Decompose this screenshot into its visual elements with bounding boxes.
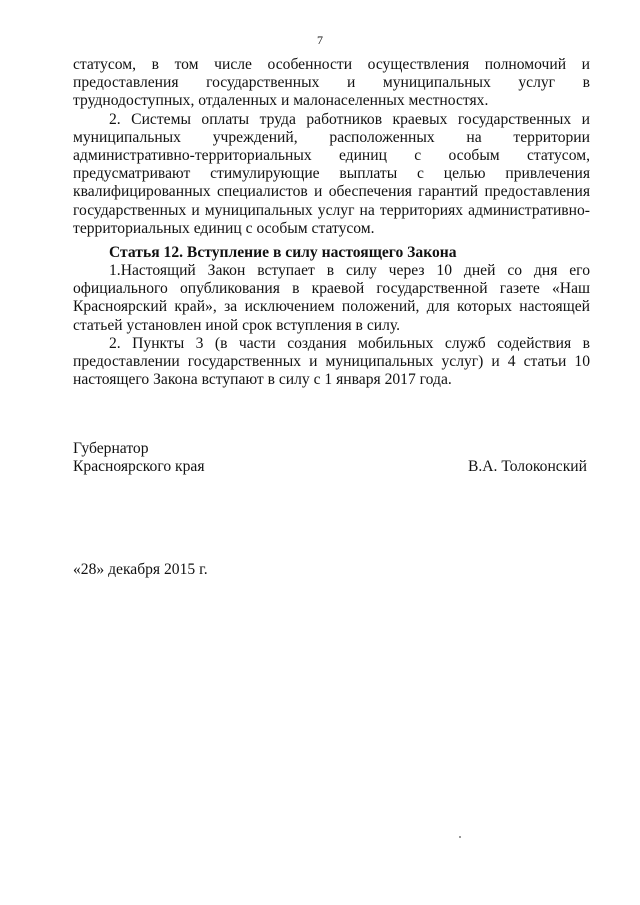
article-text-block [73, 262, 590, 389]
page-number: 7 [317, 33, 323, 47]
article-paragraph-1: 1.Настоящий Закон вступает в силу через 10 дней со дня его официального опубликования в краевой государственной газете «Наш Красноярский край», за исключением положений, для которых настоящей статьей установлен иной срок вступления в силу. [73, 262, 590, 334]
paragraph-item-2: 2. Системы оплаты труда работников краевых государственных и муниципальных учреждений, расположенных на территории административно-территориальных единиц с особым статусом, предусматривают стимулирующие выплаты с целью привлечения квалифицированных специалистов и обеспечения гарантий предоставления государственных и муниципальных услуг на территориях административно-территориальных единиц с особым статусом. [73, 110, 590, 237]
document-date: «28» декабря 2015 г. [73, 561, 208, 578]
paragraph-continuation: статусом, в том числе особенности осуществления полномочий и предоставления государственных и муниципальных услуг в труднодоступных, отдаленных и малонаселенных местностях. [73, 56, 590, 110]
signatory-name: В.А. Толоконский [468, 458, 587, 475]
top-text-block [73, 56, 590, 238]
signatory-position [73, 440, 205, 476]
article-paragraph-2: 2. Пункты 3 (в части создания мобильных служб содействия в предоставлении государственных и муниципальных услуг) и 4 статьи 10 настоящего Закона вступают в силу с 1 января 2017 года. [73, 334, 590, 389]
signatory-position-line1: Губернатор [73, 440, 149, 457]
scan-speck [459, 836, 461, 838]
article-title: Статья 12. Вступление в силу настоящего Закона [109, 244, 457, 261]
signatory-position-line2: Красноярского края [73, 458, 205, 476]
